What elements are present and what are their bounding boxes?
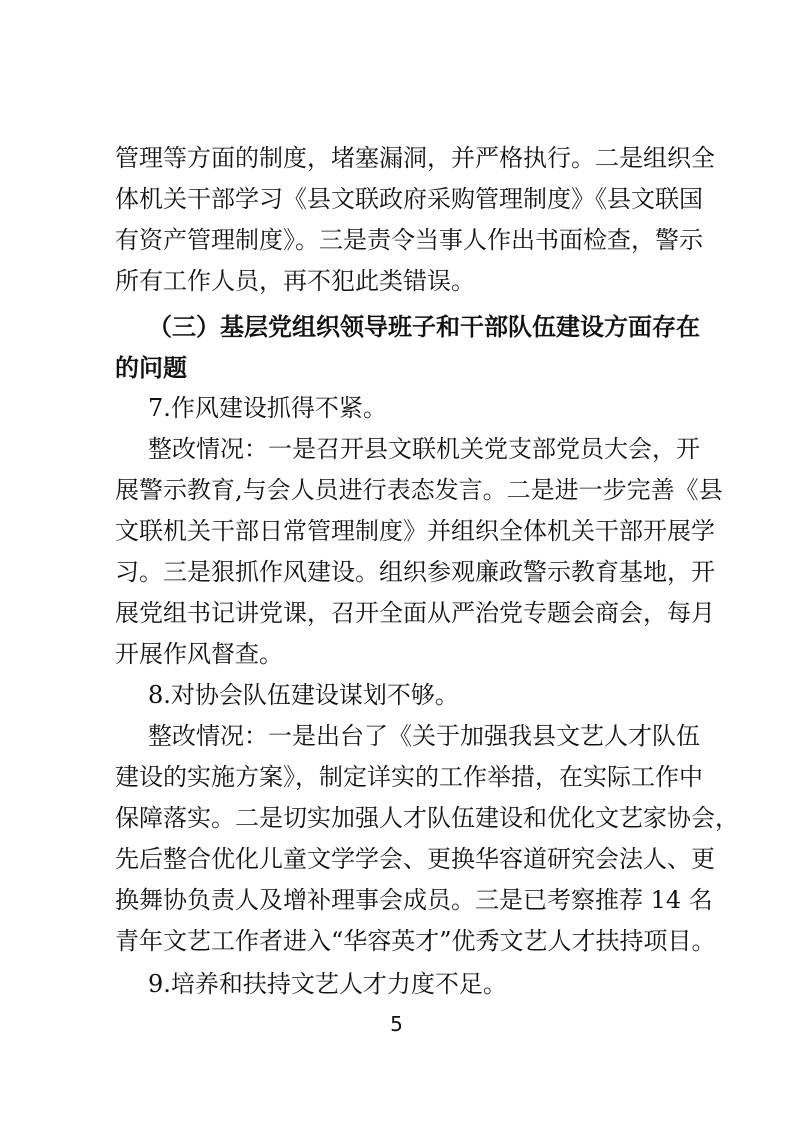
text-line: 管理等方面的制度，堵塞漏洞，并严格执行。二是组织全 (115, 144, 715, 172)
text-line: 习。三是狠抓作风建设。组织参观廉政警示教育基地，开 (115, 558, 715, 586)
item-heading-9: 9.培养和扶持文艺人才力度不足。 (148, 970, 507, 998)
text-line: 整改情况：一是召开县文联机关党支部党员大会，开 (148, 435, 700, 463)
text-line: 体机关干部学习《县文联政府采购管理制度》《县文联国 (115, 185, 703, 213)
text-line: 保障落实。二是切实加强人才队伍建设和优化文艺家协会， (115, 804, 739, 832)
text-line: 开展作风督查。 (115, 640, 283, 668)
heading-line: 的问题 (115, 353, 187, 382)
item-heading-7: 7.作风建设抓得不紧。 (148, 394, 387, 422)
text-line: 青年文艺工作者进入“华容英才”优秀文艺人才扶持项目。 (115, 927, 716, 955)
text-line: 建设的实施方案》，制定详实的工作举措，在实际工作中 (115, 763, 703, 791)
page-number: 5 (390, 1012, 403, 1036)
item-heading-8: 8.对协会队伍建设谋划不够。 (148, 681, 459, 709)
text-line: 换舞协负责人及增补理事会成员。三是已考察推荐 14 名 (115, 886, 713, 914)
text-line: 文联机关干部日常管理制度》并组织全体机关干部开展学 (115, 517, 715, 545)
text-line: 有资产管理制度》。三是责令当事人作出书面检查，警示 (115, 226, 703, 254)
text-line: 展党组书记讲党课，召开全面从严治党专题会商会，每月 (115, 599, 715, 627)
text-line: 整改情况：一是出台了《关于加强我县文艺人才队伍 (148, 722, 700, 750)
text-line: 先后整合优化儿童文学学会、更换华容道研究会法人、更 (115, 845, 715, 873)
heading-line: （三）基层党组织领导班子和干部队伍建设方面存在 (148, 312, 700, 341)
text-line: 展警示教育,与会人员进行表态发言。二是进一步完善《县 (115, 476, 723, 504)
text-line: 所有工作人员，再不犯此类错误。 (115, 267, 475, 295)
